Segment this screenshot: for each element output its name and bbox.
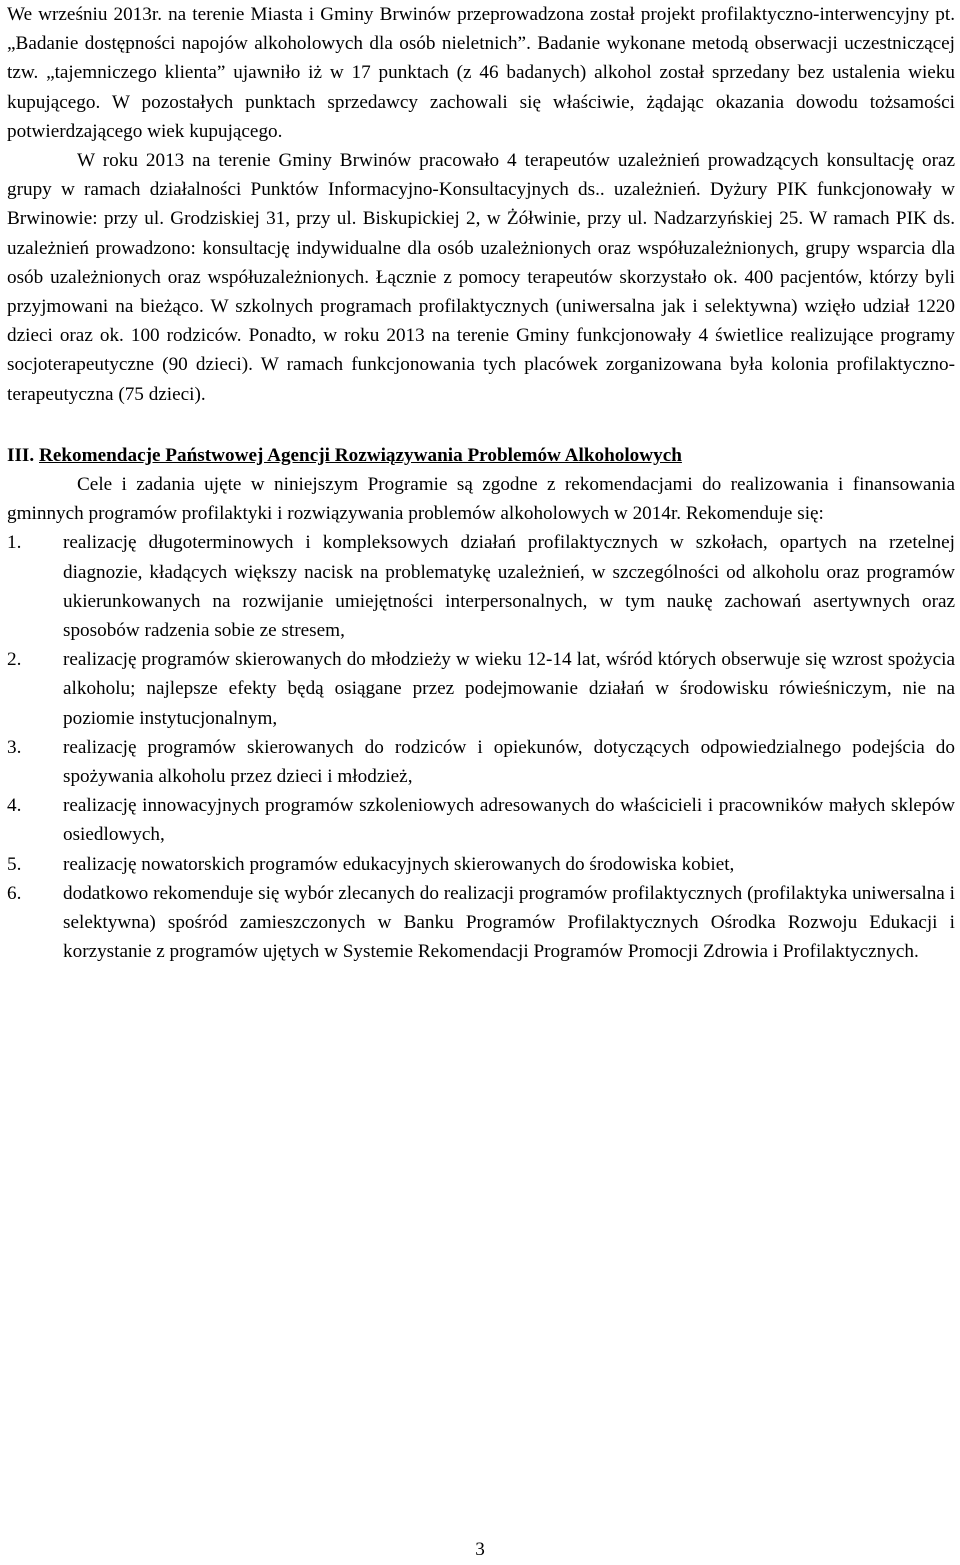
list-item-number: 2. — [7, 649, 22, 671]
list-item — [7, 850, 955, 879]
list-item — [7, 528, 955, 645]
recommendations-list — [7, 528, 955, 966]
list-item — [7, 879, 955, 967]
list-item-text: realizację programów skierowanych do rodziców i opiekunów, dotyczących odpowiedzialnego podejścia do spożywania alkoholu przez dzieci i młodzież, — [63, 736, 955, 788]
list-item — [7, 645, 955, 733]
paragraph-therapists: W roku 2013 na terenie Gminy Brwinów pracowało 4 terapeutów uzależnień prowadzących konsultację oraz grupy w ramach działalności Punktów Informacyjno-Konsultacyjnych ds.. uzależnień. Dyżury PIK funkcjonowały w Brwinowie: przy ul. Grodziskiej 31, przy ul. Biskupickiej 2, w Żółwinie, przy ul. Nadzarzyńskiej 25. W ramach PIK ds. uzależnień prowadzono: konsultację indywidualne dla osób uzależnionych oraz współuzależnionych, grupy wsparcia dla osób uzależnionych oraz współuzależnionych. Łącznie z pomocy terapeutów skorzystało ok. 400 pacjentów, którzy byli przyjmowani na bieżąco. W szkolnych programach profilaktycznych (uniwersalna jak i selektywna) wzięło udział 1220 dzieci oraz ok. 100 rodziców. Ponadto, w roku 2013 na terenie Gminy funkcjonowały 4 świetlice realizujące programy socjoterapeutyczne (90 dzieci). W ramach funkcjonowania tych placówek zorganizowana była kolonia profilaktyczno-terapeutyczna (75 dzieci). — [7, 150, 955, 405]
list-item — [7, 733, 955, 791]
list-item-text: dodatkowo rekomenduje się wybór zlecanych do realizacji programów profilaktycznych (profilaktyka uniwersalna i selektywna) spośród zamieszczonych w Banku Programów Profilaktycznych Ośrodka Rozwoju Edukacji i korzystanie z programów ujętych w Systemie Rekomendacji Programów Promocji Zdrowia i Profilaktycznych. — [63, 882, 955, 963]
list-item-text: realizację długoterminowych i kompleksowych działań profilaktycznych w szkołach, opartych na rzetelnej diagnozie, kładących większy nacisk na problematykę uzależnień, w szczególności od alkoholu oraz programów ukierunkowanych na rozwijanie umiejętności interpersonalnych, w tym naukę zachowań asertywnych oraz sposobów radzenia sobie ze stresem, — [63, 532, 955, 642]
section-title: Rekomendacje Państwowej Agencji Rozwiązywania Problemów Alkoholowych — [39, 444, 682, 466]
list-item — [7, 791, 955, 849]
list-item-number: 6. — [7, 882, 22, 904]
list-item-text: realizację innowacyjnych programów szkoleniowych adresowanych do właścicieli i pracowników małych sklepów osiedlowych, — [63, 795, 955, 846]
list-item-number: 5. — [7, 853, 22, 875]
list-item-text: realizację nowatorskich programów edukacyjnych skierowanych do środowiska kobiet, — [63, 853, 735, 875]
page-number: 3 — [475, 1539, 485, 1560]
paragraph-survey: We wrześniu 2013r. na terenie Miasta i Gminy Brwinów przeprowadzona został projekt profilaktyczno-interwencyjny pt. „Badanie dostępności napojów alkoholowych dla osób nieletnich”. Badanie wykonane metodą obserwacji uczestniczącej tzw. „tajemniczego klienta” ujawniło iż w 17 punktach (z 46 badanych) alkohol został sprzedany bez ustalenia wieku kupującego. W pozostałych punktach sprzedawcy zachowali się właściwie, żądając okazania dowodu tożsamości potwierdzającego wiek kupującego. — [7, 4, 955, 142]
section-number: III. — [7, 444, 35, 466]
list-item-text: realizację programów skierowanych do młodzieży w wieku 12-14 lat, wśród których obserwuje się wzrost spożycia alkoholu; najlepsze efekty będą osiągane przez podejmowanie działań w środowisku rówieśniczym, nie na poziomie instytucjonalnym, — [63, 649, 955, 729]
document-page — [7, 0, 955, 967]
section-heading — [7, 441, 955, 470]
section-intro: Cele i zadania ujęte w niniejszym Programie są zgodne z rekomendacjami do realizowania i finansowania gminnych programów profilaktyki i rozwiązywania problemów alkoholowych w 2014r. Rekomenduje się: — [7, 474, 955, 525]
list-item-number: 1. — [7, 532, 22, 554]
list-item-number: 3. — [7, 736, 22, 758]
list-item-number: 4. — [7, 795, 22, 817]
